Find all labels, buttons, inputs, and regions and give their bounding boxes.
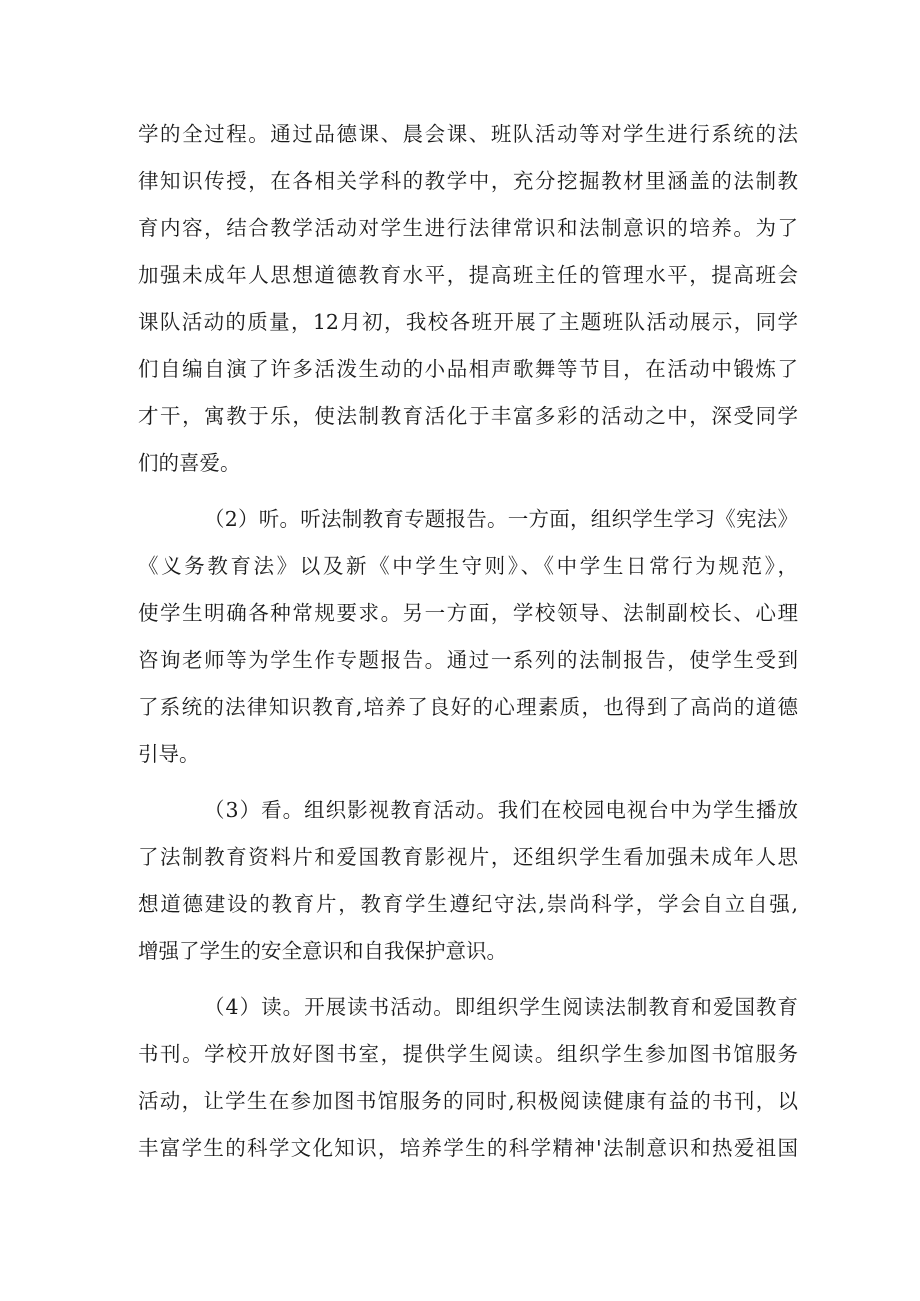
paragraph-4-line-3: 活动，让学生在参加图书馆服务的同时,积极阅读健康有益的书刊，以 bbox=[138, 1089, 798, 1113]
paragraph-3-line-3: 想道德建设的教育片，教育学生遵纪守法,崇尚科学，学会自立自强, bbox=[138, 892, 798, 916]
paragraph-2-line-5: 了系统的法律知识教育,培养了良好的心理素质，也得到了高尚的道德 bbox=[138, 695, 798, 719]
paragraph-1-line-3: 育内容，结合教学活动对学生进行法律常识和法制意识的培养。为了 bbox=[138, 216, 798, 240]
paragraph-2-line-4: 咨询老师等为学生作专题报告。通过一系列的法制报告，使学生受到 bbox=[138, 648, 798, 672]
paragraph-1-line-8: 们的喜爱。 bbox=[138, 451, 241, 475]
paragraph-4-line-4: 丰富学生的科学文化知识，培养学生的科学精神'法制意识和热爱祖国 bbox=[138, 1136, 798, 1160]
paragraph-1-line-4: 加强未成年人思想道德教育水平，提高班主任的管理水平，提高班会 bbox=[138, 263, 798, 287]
paragraph-1-line-1: 学的全过程。通过品德课、晨会课、班队活动等对学生进行系统的法 bbox=[138, 122, 798, 146]
paragraph-2-line-1: （2）听。听法制教育专题报告。一方面，组织学生学习《宪法》 bbox=[204, 507, 798, 531]
paragraph-3-line-4: 增强了学生的安全意识和自我保护意识。 bbox=[138, 939, 507, 963]
paragraph-3-line-1: （3）看。组织影视教育活动。我们在校园电视台中为学生播放 bbox=[204, 798, 798, 822]
paragraph-3-line-2: 了法制教育资料片和爱国教育影视片，还组织学生看加强未成年人思 bbox=[138, 845, 798, 869]
paragraph-1-line-2: 律知识传授，在各相关学科的教学中，充分挖掘教材里涵盖的法制教 bbox=[138, 169, 798, 193]
paragraph-4-line-1: （4）读。开展读书活动。即组织学生阅读法制教育和爱国教育 bbox=[204, 995, 798, 1019]
paragraph-1-line-5: 课队活动的质量，12月初，我校各班开展了主题班队活动展示，同学 bbox=[138, 310, 798, 334]
paragraph-4-line-2: 书刊。学校开放好图书室，提供学生阅读。组织学生参加图书馆服务 bbox=[138, 1042, 798, 1066]
paragraph-1-line-7: 才干，寓教于乐，使法制教育活化于丰富多彩的活动之中，深受同学 bbox=[138, 404, 798, 428]
paragraph-2-line-3: 使学生明确各种常规要求。另一方面，学校领导、法制副校长、心理 bbox=[138, 601, 798, 625]
paragraph-2-line-2: 《义务教育法》以及新《中学生守则》、《中学生日常行为规范》， bbox=[138, 554, 798, 578]
paragraph-1-line-6: 们自编自演了许多活泼生动的小品相声歌舞等节目，在活动中锻炼了 bbox=[138, 357, 798, 381]
paragraph-2-line-6: 引导。 bbox=[138, 742, 200, 766]
